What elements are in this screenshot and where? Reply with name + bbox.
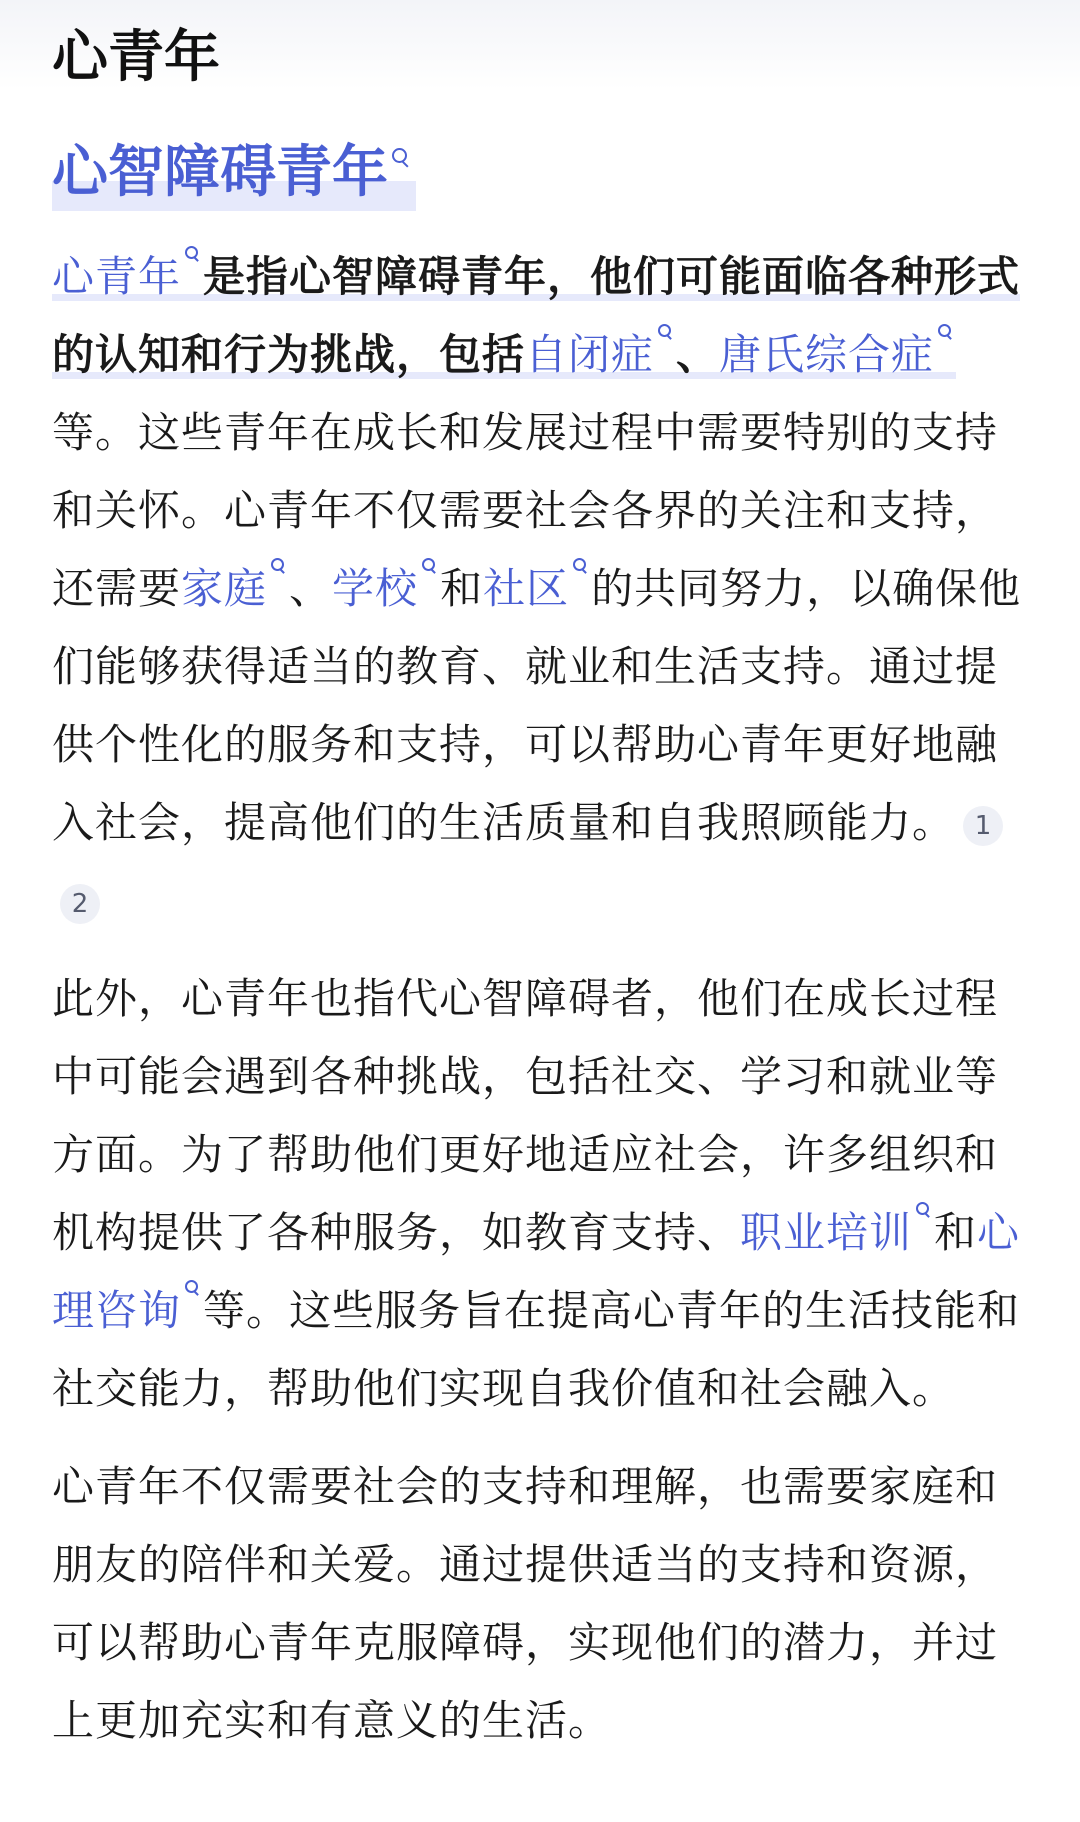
- search-icon[interactable]: [390, 146, 410, 170]
- separator: 、: [676, 330, 720, 379]
- citation-1[interactable]: 1: [963, 806, 1003, 846]
- paragraph-2: [52, 960, 1037, 1428]
- paragraph-text: 的共同努力，以确保他们能够获得适当的教育、就业和生活支持。通过提供个性化的服务和支持，可以帮助心青年更好地融入社会，提高他们的生活质量和自我照顾能力。: [52, 564, 1022, 847]
- search-icon[interactable]: [936, 322, 952, 342]
- article-body: [52, 238, 1037, 1780]
- paragraph-text: 和: [934, 1208, 978, 1257]
- entity-title-text[interactable]: 心智障碍青年: [52, 140, 388, 205]
- entity-title[interactable]: [52, 138, 416, 208]
- query-title: 心青年: [52, 25, 220, 90]
- paragraph-text: 等。这些青年在成长和发展过程中需要特别的支持和关怀。心青年不仅需要社会各界的关注和支持，还需要: [52, 408, 999, 613]
- paragraph-text: 和: [440, 564, 484, 613]
- link-community[interactable]: 社区: [483, 564, 570, 613]
- search-icon[interactable]: [571, 556, 587, 576]
- link-family[interactable]: 家庭: [181, 564, 268, 613]
- paragraph-1: [52, 238, 1037, 940]
- link-down-syndrome[interactable]: 唐氏综合症: [719, 330, 935, 379]
- lead-text: 是指心智障碍青年，他们可能面临各种形式的认知和行为挑战，包括: [52, 252, 1021, 379]
- search-icon[interactable]: [183, 244, 199, 264]
- link-vocational-training[interactable]: 职业培训: [740, 1208, 913, 1257]
- search-icon[interactable]: [420, 556, 436, 576]
- search-icon[interactable]: [183, 1278, 199, 1298]
- paragraph-3: [52, 1448, 1037, 1760]
- entity-title-highlight: [52, 140, 416, 211]
- link-autism[interactable]: 自闭症: [525, 330, 655, 379]
- paragraph-text: 心青年不仅需要社会的支持和理解，也需要家庭和朋友的陪伴和关爱。通过提供适当的支持和资源，可以帮助心青年克服障碍，实现他们的潜力，并过上更加充实和有意义的生活。: [52, 1462, 999, 1745]
- lead-sentence: [52, 252, 1020, 379]
- paragraph-text: 此外，心青年也指代心智障碍者，他们在成长过程中可能会遇到各种挑战，包括社交、学习和就业等方面。为了帮助他们更好地适应社会，许多组织和机构提供了各种服务，如教育支持、: [52, 974, 999, 1257]
- link-counseling[interactable]: 心理咨询: [52, 1208, 1021, 1335]
- separator: 、: [289, 564, 333, 613]
- citation-2[interactable]: 2: [60, 884, 100, 924]
- paragraph-text: 等。这些服务旨在提高心青年的生活技能和社交能力，帮助他们实现自我价值和社会融入。: [52, 1286, 1021, 1413]
- search-icon[interactable]: [656, 322, 672, 342]
- search-icon[interactable]: [914, 1200, 930, 1220]
- link-school[interactable]: 学校: [332, 564, 419, 613]
- link-xinqingnian[interactable]: 心青年: [52, 252, 182, 301]
- search-icon[interactable]: [269, 556, 285, 576]
